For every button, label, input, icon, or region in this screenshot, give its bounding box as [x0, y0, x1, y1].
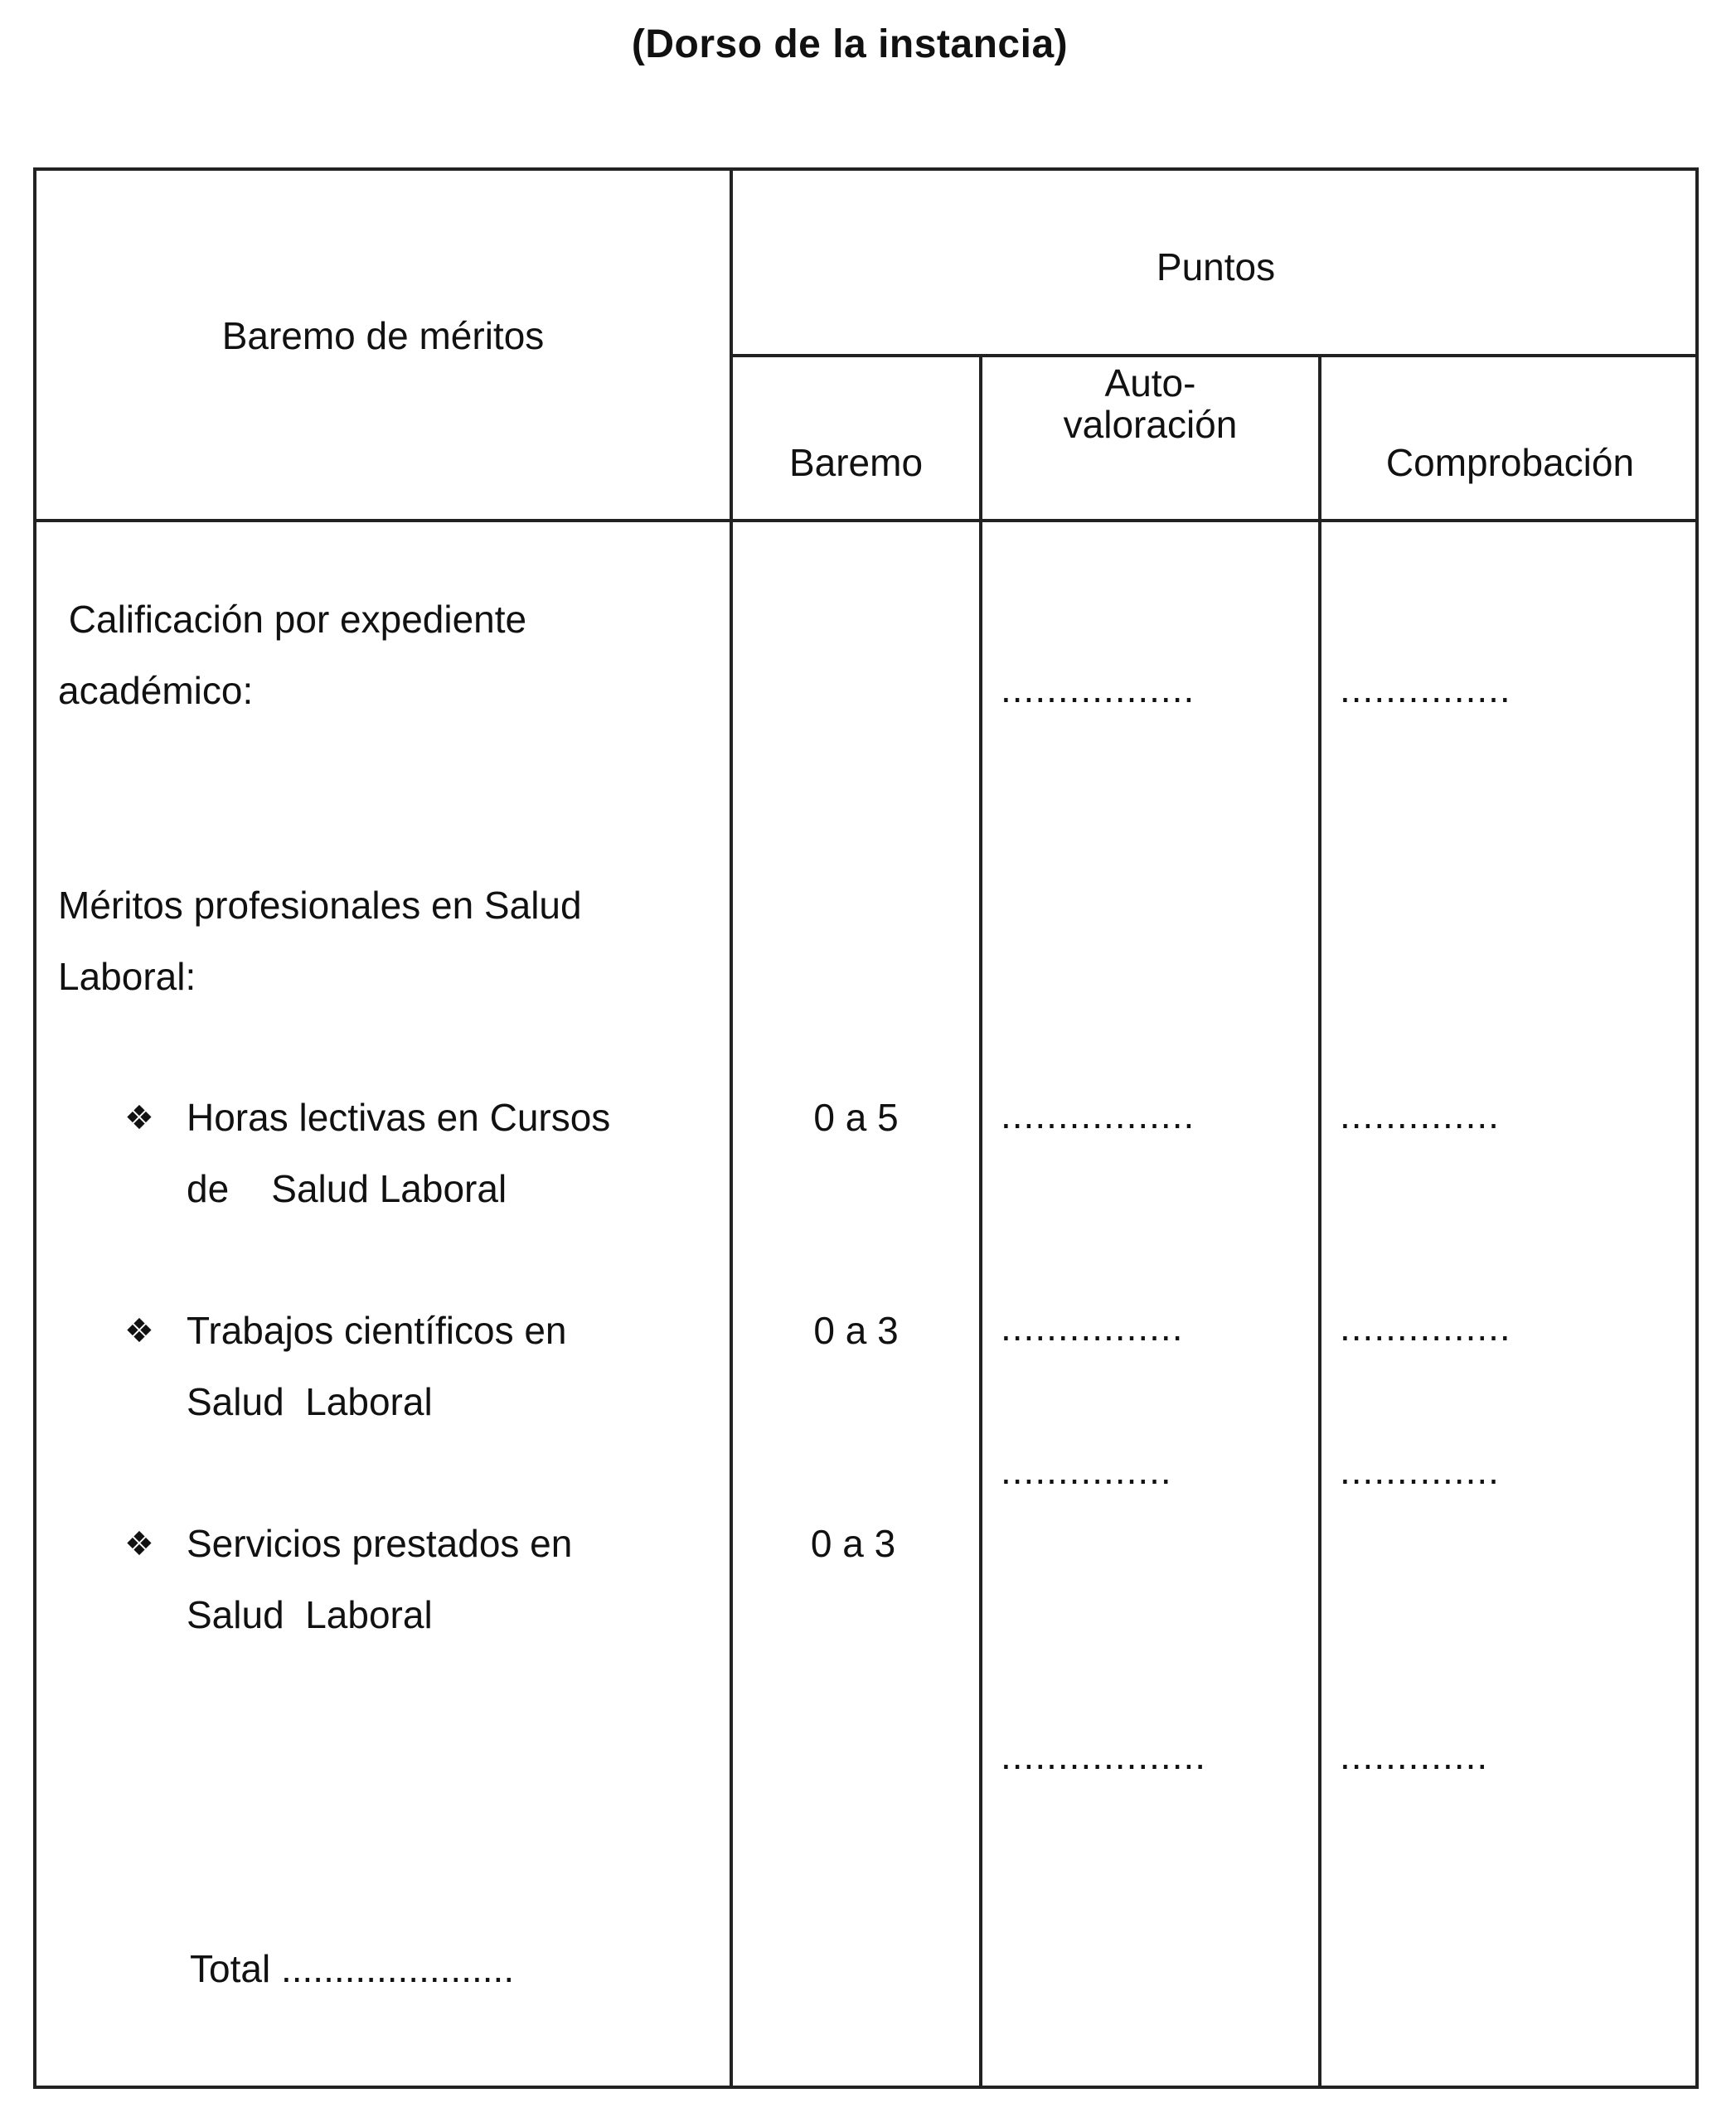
diamond-bullet-icon: ❖	[124, 1100, 154, 1136]
services-label-line2: Salud Laboral	[187, 1593, 433, 1636]
hours-label-line2: de Salud Laboral	[187, 1167, 507, 1210]
papers-self-eval-field[interactable]: ................	[1001, 1306, 1184, 1349]
professional-label-line2: Laboral:	[58, 955, 196, 998]
services-self-eval-field[interactable]: ...............	[1001, 1449, 1172, 1492]
academic-label-line2: académico:	[58, 669, 254, 712]
extra-self-eval-field[interactable]: ..................	[1001, 1734, 1207, 1777]
header-points: Puntos	[1156, 245, 1276, 288]
hours-self-eval-field[interactable]: .................	[1001, 1093, 1195, 1136]
page-title: (Dorso de la instancia)	[631, 22, 1069, 66]
header-check: Comprobación	[1385, 441, 1635, 484]
merits-table	[33, 167, 1699, 2089]
papers-label-line1: Trabajos científicos en	[187, 1309, 567, 1352]
header-merits: Baremo de méritos	[221, 314, 545, 357]
services-label-line1: Servicios prestados en	[187, 1522, 573, 1565]
professional-label-line1: Méritos profesionales en Salud	[58, 884, 582, 927]
column-divider-2	[979, 356, 982, 2086]
extra-check-field[interactable]: .............	[1340, 1734, 1489, 1777]
header-self-eval-line1: Auto-	[1104, 361, 1196, 405]
header-bottom-divider	[36, 519, 1699, 522]
services-scale: 0 a 3	[810, 1522, 896, 1565]
diamond-bullet-icon: ❖	[124, 1526, 154, 1563]
header-divider-points	[730, 354, 1699, 357]
services-check-field[interactable]: ..............	[1340, 1449, 1500, 1492]
header-scale: Baremo	[788, 441, 924, 484]
total-field[interactable]: Total ......................	[190, 1947, 515, 1990]
papers-label-line2: Salud Laboral	[187, 1380, 433, 1423]
header-self-eval-line2: valoración	[1063, 403, 1238, 446]
diamond-bullet-icon: ❖	[124, 1313, 154, 1349]
papers-check-field[interactable]: ...............	[1340, 1306, 1511, 1349]
hours-label-line1: Horas lectivas en Cursos	[187, 1096, 611, 1139]
column-divider-3	[1318, 356, 1321, 2086]
hours-check-field[interactable]: ..............	[1340, 1093, 1500, 1136]
academic-self-eval-field[interactable]: .................	[1001, 667, 1195, 710]
hours-scale: 0 a 5	[813, 1096, 899, 1139]
academic-label-line1: Calificación por expediente	[58, 598, 527, 641]
academic-check-field[interactable]: ...............	[1340, 667, 1511, 710]
papers-scale: 0 a 3	[813, 1309, 899, 1352]
